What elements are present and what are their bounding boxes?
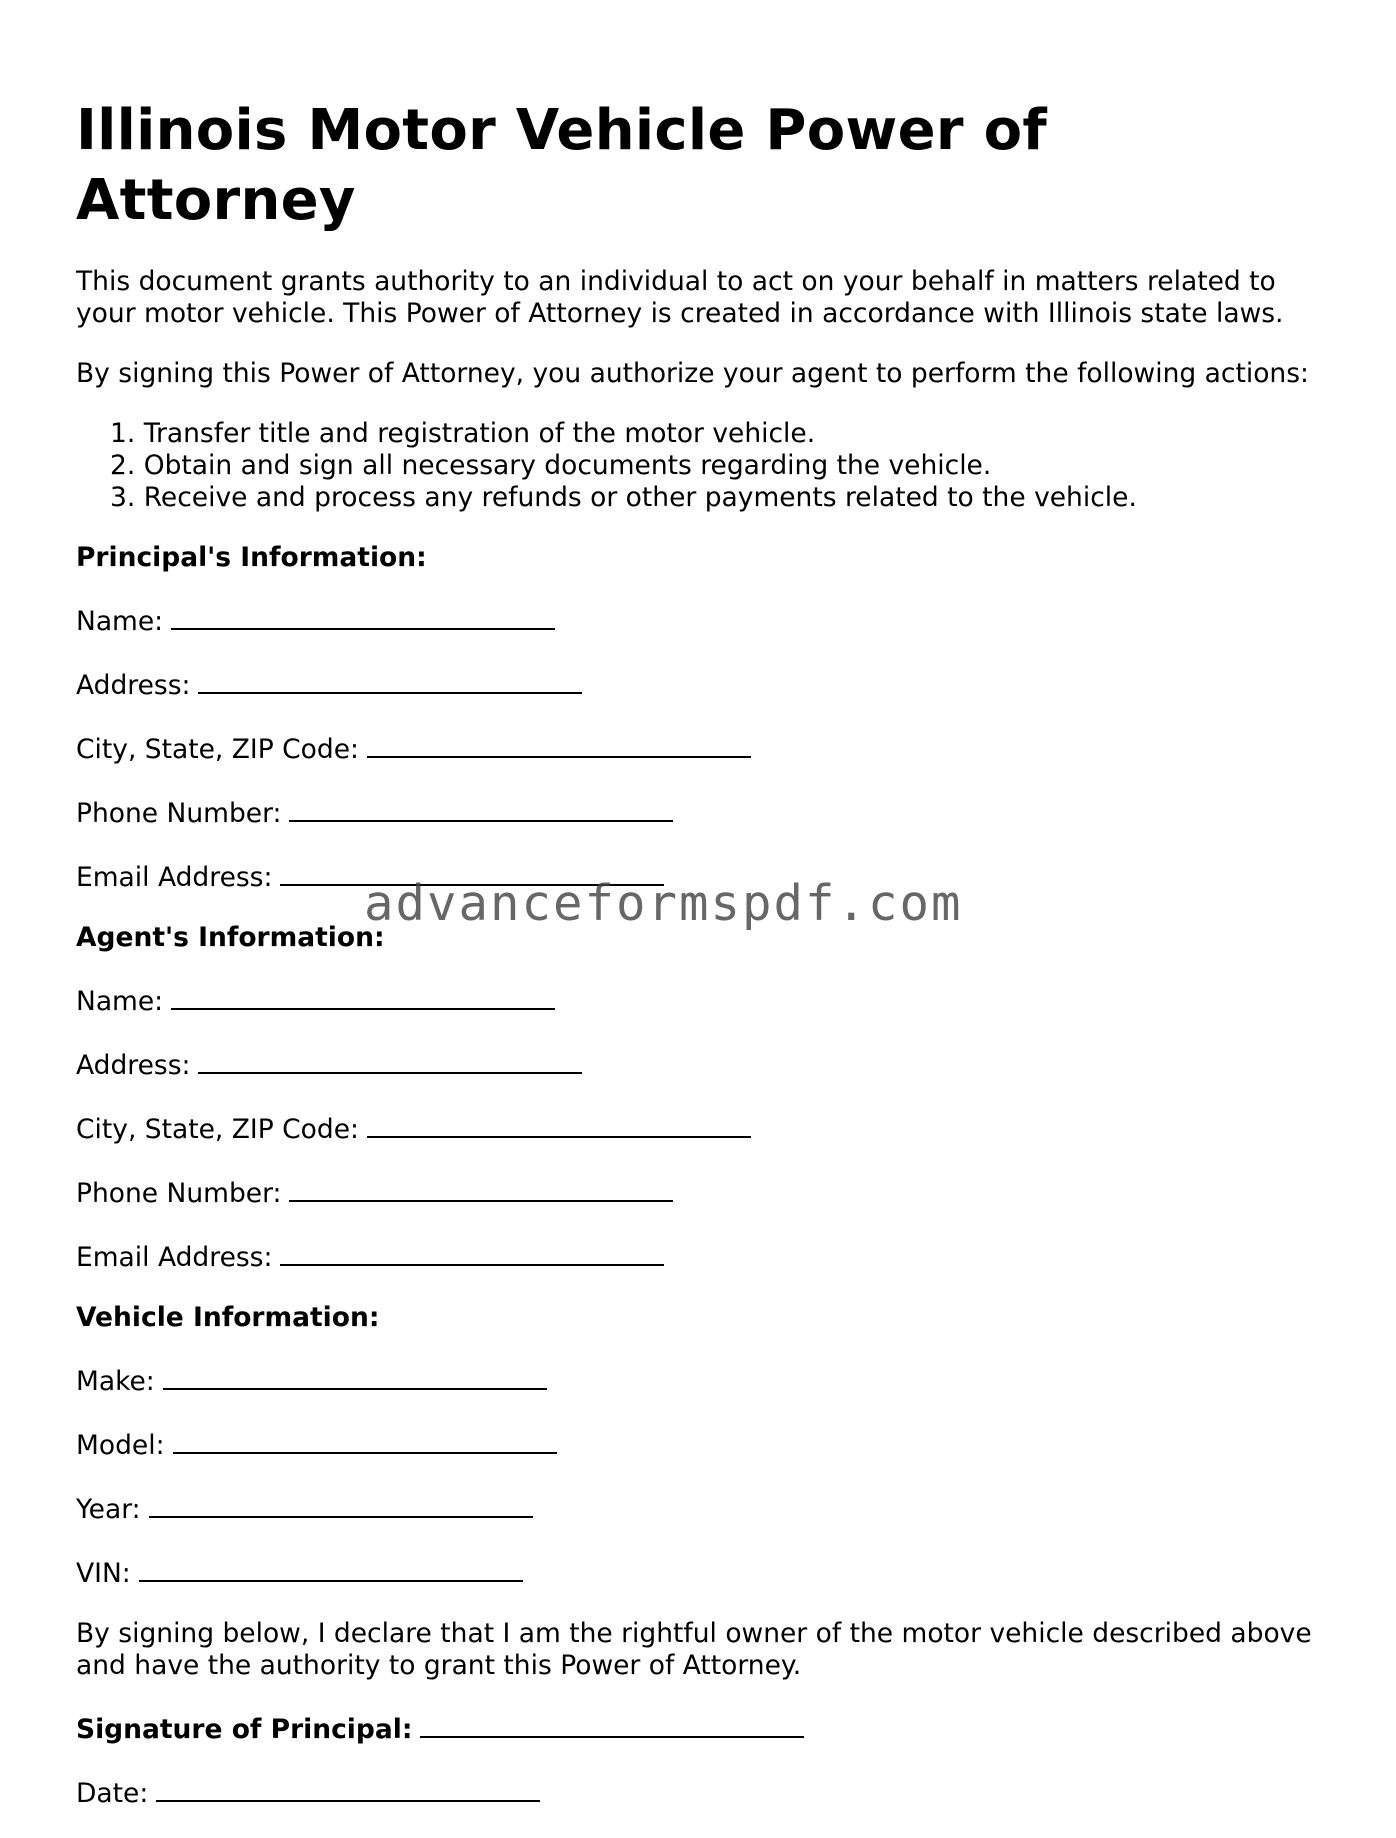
agent-address-field xyxy=(76,1046,1336,1082)
vehicle-make-field xyxy=(76,1362,1336,1398)
document-page xyxy=(76,96,1336,1838)
principal-name-field xyxy=(76,602,1336,638)
principal-phone-blank[interactable] xyxy=(289,794,673,822)
field-label: Phone Number: xyxy=(76,1178,282,1209)
agent-city-field xyxy=(76,1110,1336,1146)
field-label: VIN: xyxy=(76,1558,131,1589)
field-label: Phone Number: xyxy=(76,798,282,829)
date-blank[interactable] xyxy=(156,1774,540,1802)
principal-email-blank[interactable] xyxy=(280,858,664,886)
vehicle-vin-blank[interactable] xyxy=(139,1554,523,1582)
signature-blank[interactable] xyxy=(420,1710,804,1738)
field-label: Signature of Principal: xyxy=(76,1714,413,1745)
document-title: Illinois Motor Vehicle Power of Attorney xyxy=(76,98,1048,233)
agent-phone-field xyxy=(76,1174,1336,1210)
list-item: 3. Receive and process any refunds or other payments related to the vehicle. xyxy=(110,482,1137,513)
signature-field xyxy=(76,1710,1336,1746)
agent-email-field xyxy=(76,1238,1336,1274)
vehicle-year-field xyxy=(76,1490,1336,1526)
field-label: Name: xyxy=(76,606,164,637)
intro-paragraph: This document grants authority to an individual to act on your behalf in matters related to your motor vehicle. This Power of Attorney is created in accordance with Illinois state laws. xyxy=(76,266,1284,329)
agent-name-blank[interactable] xyxy=(171,982,555,1010)
vehicle-make-blank[interactable] xyxy=(163,1362,547,1390)
agent-address-blank[interactable] xyxy=(198,1046,582,1074)
list-item: 1. Transfer title and registration of the motor vehicle. xyxy=(110,418,816,449)
authorize-paragraph: By signing this Power of Attorney, you authorize your agent to perform the following actions: xyxy=(76,358,1309,389)
agent-city-blank[interactable] xyxy=(367,1110,751,1138)
date-field xyxy=(76,1774,1336,1810)
principal-city-blank[interactable] xyxy=(367,730,751,758)
field-label: Name: xyxy=(76,986,164,1017)
declaration-paragraph: By signing below, I declare that I am the rightful owner of the motor vehicle described above and have the authority to grant this Power of Attorney. xyxy=(76,1618,1312,1681)
field-label: Model: xyxy=(76,1430,165,1461)
agent-email-blank[interactable] xyxy=(280,1238,664,1266)
principal-heading: Principal's Information: xyxy=(76,542,427,573)
vehicle-vin-field xyxy=(76,1554,1336,1590)
vehicle-model-field xyxy=(76,1426,1336,1462)
principal-city-field xyxy=(76,730,1336,766)
vehicle-year-blank[interactable] xyxy=(149,1490,533,1518)
field-label: Address: xyxy=(76,1050,191,1081)
principal-email-field xyxy=(76,858,1336,894)
vehicle-model-blank[interactable] xyxy=(173,1426,557,1454)
agent-heading: Agent's Information: xyxy=(76,922,385,953)
principal-phone-field xyxy=(76,794,1336,830)
field-label: City, State, ZIP Code: xyxy=(76,1114,359,1145)
field-label: Date: xyxy=(76,1778,149,1809)
field-label: Year: xyxy=(76,1494,141,1525)
field-label: Address: xyxy=(76,670,191,701)
principal-name-blank[interactable] xyxy=(171,602,555,630)
actions-list xyxy=(110,418,1336,514)
field-label: Email Address: xyxy=(76,862,273,893)
agent-phone-blank[interactable] xyxy=(289,1174,673,1202)
principal-address-blank[interactable] xyxy=(198,666,582,694)
vehicle-heading: Vehicle Information: xyxy=(76,1302,380,1333)
principal-address-field xyxy=(76,666,1336,702)
list-item: 2. Obtain and sign all necessary documents regarding the vehicle. xyxy=(110,450,992,481)
watermark: advanceformspdf.com xyxy=(364,875,963,932)
field-label: Email Address: xyxy=(76,1242,273,1273)
field-label: City, State, ZIP Code: xyxy=(76,734,359,765)
field-label: Make: xyxy=(76,1366,155,1397)
agent-name-field xyxy=(76,982,1336,1018)
